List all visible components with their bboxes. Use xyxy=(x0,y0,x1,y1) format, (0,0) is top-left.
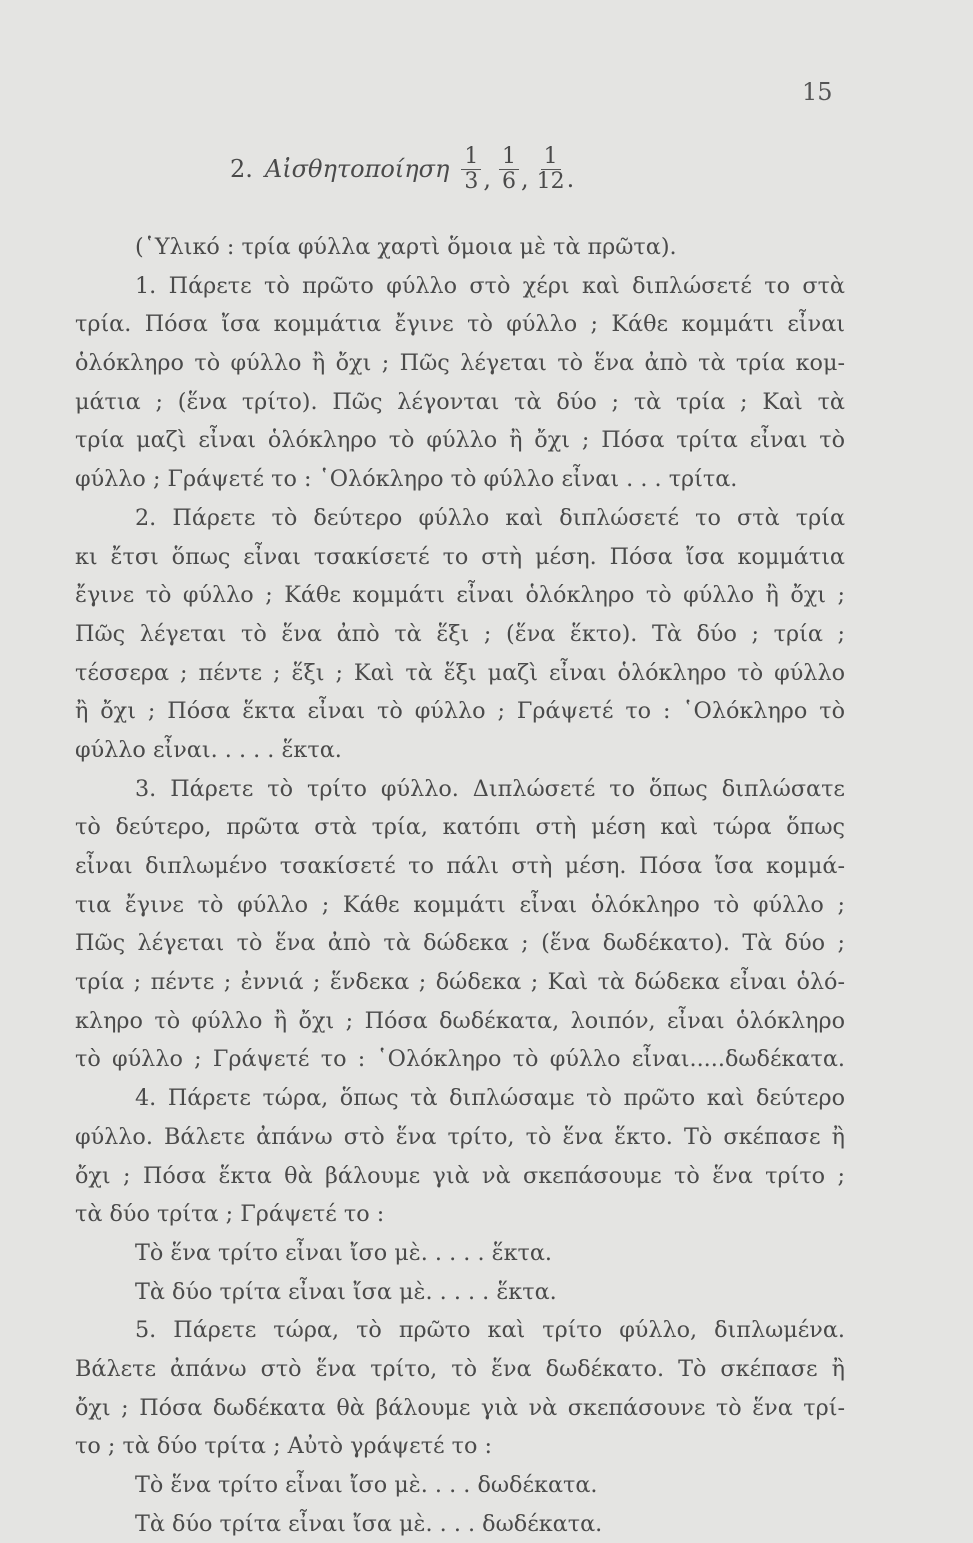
text-line: τὰ δύο τρίτα ; Γράψετέ το : xyxy=(75,1201,385,1228)
text-line: ὁλόκληρο τὸ φύλλο ἢ ὄχι ; Πῶς λέγεται τὸ ἕνα ἀπὸ τὰ τρία κομ- xyxy=(75,350,845,377)
fraction-separator: , xyxy=(521,165,529,193)
text-line: κι ἔτσι ὅπως εἶναι τσακίσετέ το στὴ μέση. Πόσα ἴσα κομμάτια xyxy=(75,543,845,570)
text-line: μάτια ; (ἕνα τρίτο). Πῶς λέγονται τὰ δύο ; τὰ τρία ; Καὶ τὰ xyxy=(75,388,845,415)
text-line: 2. Πάρετε τὸ δεύτερο φύλλο καὶ διπλώσετέ το στὰ τρία xyxy=(135,504,845,531)
section-title: Αἰσθητοποίηση xyxy=(264,155,450,183)
text-line: το ; τὰ δύο τρίτα ; Αὐτὸ γράψετέ το : xyxy=(75,1433,493,1460)
fraction-one-sixth xyxy=(499,145,519,192)
text-line: τρία. Πόσα ἴσα κομμάτια ἔγινε τὸ φύλλο ; Κάθε κομμάτι εἶναι xyxy=(75,311,845,338)
text-line: ὄχι ; Πόσα δωδέκατα θὰ βάλουμε γιὰ νὰ σκεπάσουνε τὸ ἕνα τρί- xyxy=(75,1394,845,1421)
text-line: φύλλο. Βάλετε ἀπάνω στὸ ἕνα τρίτο, τὸ ἕνα ἕκτο. Τὸ σκέπασε ἢ xyxy=(75,1123,845,1150)
text-line: Βάλετε ἀπάνω στὸ ἕνα τρίτο, τὸ ἕνα δωδέκατο. Τὸ σκέπασε ἢ xyxy=(75,1355,845,1382)
text-line: 5. Πάρετε τώρα, τὸ πρῶτο καὶ τρίτο φύλλο, διπλωμένα. xyxy=(135,1317,845,1344)
text-line: Τὸ ἕνα τρίτο εἶναι ἴσο μὲ. . . . δωδέκατα. xyxy=(135,1472,598,1498)
text-line: Τὸ ἕνα τρίτο εἶναι ἴσο μὲ. . . . . ἕκτα. xyxy=(135,1239,552,1266)
text-line: Τὰ δύο τρίτα εἶναι ἴσα μὲ. . . . δωδέκατα. xyxy=(135,1510,603,1537)
numerator: 1 xyxy=(461,145,481,169)
text-line: 4. Πάρετε τώρα, ὅπως τὰ διπλώσαμε τὸ πρῶτο καὶ δεύτερο xyxy=(135,1085,845,1112)
text-line: Πῶς λέγεται τὸ ἕνα ἀπὸ τὰ δώδεκα ; (ἕνα δωδέκατο). Τὰ δύο ; xyxy=(75,930,845,957)
text-line: Πῶς λέγεται τὸ ἕνα ἀπὸ τὰ ἕξι ; (ἕνα ἕκτο). Τὰ δύο ; τρία ; xyxy=(75,620,845,647)
fraction-one-twelfth xyxy=(537,145,565,192)
denominator: 3 xyxy=(464,168,479,194)
section-heading xyxy=(230,145,582,193)
text-line: τρία ; πέντε ; ἐννιά ; ἕνδεκα ; δώδεκα ; Καὶ τὰ δώδεκα εἶναι ὁλό- xyxy=(75,969,845,996)
text-line: φύλλο ; Γράψετέ το : ῾Ολόκληρο τὸ φύλλο εἶναι . . . τρίτα. xyxy=(75,466,738,493)
text-line: τὸ δεύτερο, πρῶτα στὰ τρία, κατόπι στὴ μέση καὶ τώρα ὅπως xyxy=(75,814,845,841)
text-line: Τὰ δύο τρίτα εἶναι ἴσα μὲ. . . . . ἕκτα. xyxy=(135,1278,557,1305)
denominator: 12 xyxy=(536,168,565,194)
text-line: φύλλο εἶναι. . . . . ἕκτα. xyxy=(75,736,342,763)
fraction-one-third xyxy=(461,145,481,192)
text-line: εἶναι διπλωμένο τσακίσετέ το πάλι στὴ μέση. Πόσα ἴσα κομμά- xyxy=(75,853,845,879)
text-line: ὄχι ; Πόσα ἕκτα θὰ βάλουμε γιὰ νὰ σκεπάσουμε τὸ ἕνα τρίτο ; xyxy=(75,1162,845,1189)
heading-end-mark: . xyxy=(566,165,575,193)
page-number: 15 xyxy=(802,78,833,106)
text-line: 3. Πάρετε τὸ τρίτο φύλλο. Διπλώσετέ το ὅπως διπλώσατε xyxy=(135,775,845,802)
text-line: κληρο τὸ φύλλο ἢ ὄχι ; Πόσα δωδέκατα, λοιπόν, εἶναι ὁλόκληρο xyxy=(75,1007,845,1034)
text-line: ἢ ὄχι ; Πόσα ἕκτα εἶναι τὸ φύλλο ; Γράψετέ το : ῾Ολόκληρο τὸ xyxy=(75,698,845,725)
numerator: 1 xyxy=(541,145,561,169)
text-line: τρία μαζὶ εἶναι ὁλόκληρο τὸ φύλλο ἢ ὄχι ; Πόσα τρίτα εἶναι τὸ xyxy=(75,427,845,454)
fraction-separator: , xyxy=(483,165,491,193)
text-line: τέσσερα ; πέντε ; ἕξι ; Καὶ τὰ ἕξι μαζὶ εἶναι ὁλόκληρο τὸ φύλλο xyxy=(75,659,845,686)
text-line: τια ἔγινε τὸ φύλλο ; Κάθε κομμάτι εἶναι ὁλόκληρο τὸ φύλλο ; xyxy=(75,891,845,918)
text-line: (῾Υλικό : τρία φύλλα χαρτὶ ὅμοια μὲ τὰ πρῶτα). xyxy=(135,234,677,260)
numerator: 1 xyxy=(499,145,519,169)
body-text xyxy=(75,228,845,1543)
text-line: ἔγινε τὸ φύλλο ; Κάθε κομμάτι εἶναι ὁλόκληρο τὸ φύλλο ἢ ὄχι ; xyxy=(75,582,845,609)
section-number: 2. xyxy=(230,155,253,183)
text-line: 1. Πάρετε τὸ πρῶτο φύλλο στὸ χέρι καὶ διπλώσετέ το στὰ xyxy=(135,272,845,299)
denominator: 6 xyxy=(502,168,516,194)
text-line: τὸ φύλλο ; Γράψετέ το : ῾Ολόκληρο τὸ φύλλο εἶναι.....δωδέκατα. xyxy=(75,1046,845,1073)
